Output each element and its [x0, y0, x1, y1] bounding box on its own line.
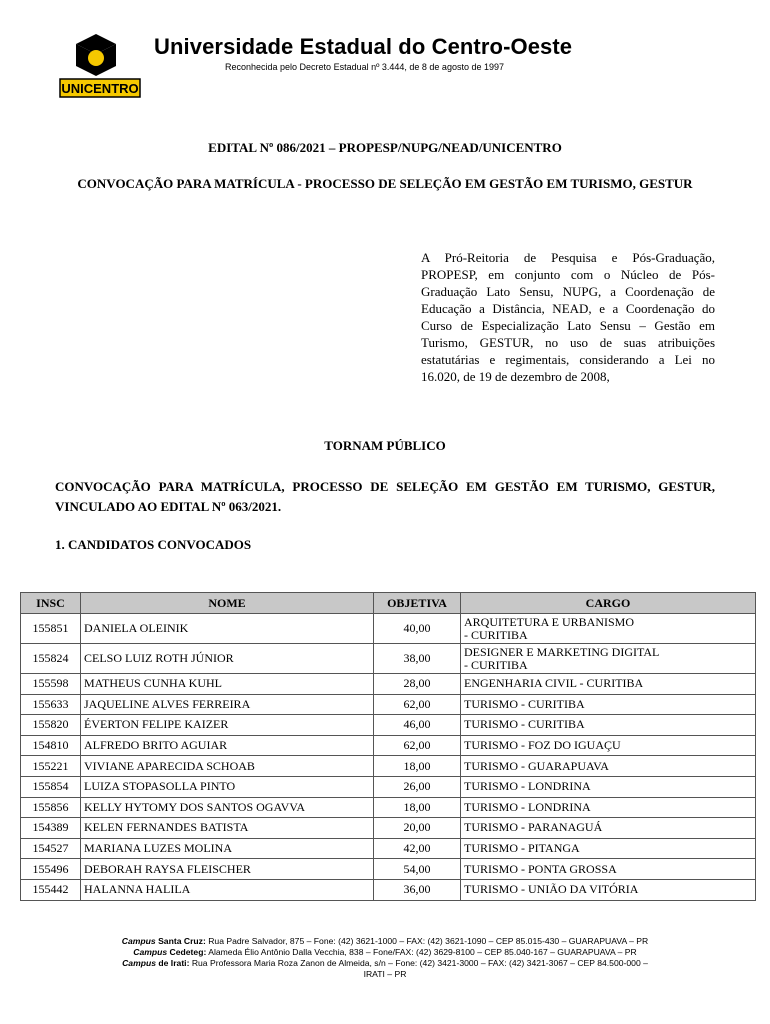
cell-objetiva: 28,00 [374, 674, 461, 695]
cell-cargo: TURISMO - LONDRINA [461, 776, 756, 797]
cell-insc: 155851 [21, 614, 81, 644]
header-objetiva: OBJETIVA [374, 593, 461, 614]
cell-objetiva: 20,00 [374, 818, 461, 839]
cell-objetiva: 62,00 [374, 694, 461, 715]
cell-insc: 154389 [21, 818, 81, 839]
cell-objetiva: 26,00 [374, 776, 461, 797]
cargo-line: ARQUITETURA E URBANISMO [464, 614, 635, 629]
table-row [21, 797, 756, 818]
cell-insc: 155598 [21, 674, 81, 695]
cell-nome: VIVIANE APARECIDA SCHOAB [81, 756, 374, 777]
table-row [21, 614, 756, 644]
cell-nome: DANIELA OLEINIK [81, 614, 374, 644]
tornam-publico-heading: TORNAM PÚBLICO [324, 438, 446, 453]
footer-line: IRATI – PR [363, 969, 407, 979]
cell-insc: 155496 [21, 859, 81, 880]
table-row [21, 818, 756, 839]
cell-insc: 154527 [21, 838, 81, 859]
cell-insc: 155633 [21, 694, 81, 715]
cell-nome: ÉVERTON FELIPE KAIZER [81, 715, 374, 736]
cell-insc: 155442 [21, 879, 81, 900]
table-row [21, 776, 756, 797]
footer-line [0, 947, 770, 958]
table-row [21, 879, 756, 900]
convocacao-statement: CONVOCAÇÃO PARA MATRÍCULA, PROCESSO DE SELEÇÃO EM GESTÃO EM TURISMO, GESTUR, VINCULADO AO EDITAL Nº 063/2021. [55, 479, 715, 514]
cell-nome: KELEN FERNANDES BATISTA [81, 818, 374, 839]
cell-cargo: TURISMO - GUARAPUAVA [461, 756, 756, 777]
cell-nome: LUIZA STOPASOLLA PINTO [81, 776, 374, 797]
table-row [21, 644, 756, 674]
footer-campus-label: Campus [121, 936, 156, 946]
header-insc: INSC [21, 593, 81, 614]
footer-campus-name: de Irati: [156, 958, 190, 968]
cell-cargo: TURISMO - CURITIBA [461, 694, 756, 715]
cell-cargo: TURISMO - FOZ DO IGUAÇU [461, 735, 756, 756]
cell-nome: KELLY HYTOMY DOS SANTOS OGAVVA [81, 797, 374, 818]
cell-cargo: TURISMO - PARANAGUÁ [461, 818, 756, 839]
footer-address: Rua Padre Salvador, 875 – Fone: (42) 3621-1000 – FAX: (42) 3621-1090 – CEP 85.015-430 – GUARAPUAVA – PR [205, 936, 649, 946]
cell-cargo [461, 644, 756, 674]
table-row [21, 694, 756, 715]
footer-campus-name: Santa Cruz: [155, 936, 206, 946]
cell-insc: 155824 [21, 644, 81, 674]
institution-subtitle: Reconhecida pelo Decreto Estadual nº 3.444, de 8 de agosto de 1997 [225, 62, 504, 72]
cell-objetiva: 18,00 [374, 797, 461, 818]
cell-nome: DEBORAH RAYSA FLEISCHER [81, 859, 374, 880]
table-row [21, 735, 756, 756]
table-row [21, 859, 756, 880]
table-row [21, 674, 756, 695]
cell-cargo [461, 614, 756, 644]
unicentro-logo [58, 32, 142, 100]
cell-insc: 155856 [21, 797, 81, 818]
table-row [21, 838, 756, 859]
footer-line [0, 936, 770, 947]
page-footer [0, 936, 770, 980]
cell-nome: ALFREDO BRITO AGUIAR [81, 735, 374, 756]
cell-cargo: TURISMO - UNIÃO DA VITÓRIA [461, 879, 756, 900]
cell-insc: 155854 [21, 776, 81, 797]
cell-cargo: TURISMO - LONDRINA [461, 797, 756, 818]
table-row [21, 756, 756, 777]
cargo-line: - CURITIBA [464, 627, 528, 642]
section-title: 1. CANDIDATOS CONVOCADOS [55, 537, 252, 552]
cargo-line: DESIGNER E MARKETING DIGITAL [464, 644, 660, 659]
institution-name: Universidade Estadual do Centro-Oeste [154, 34, 573, 59]
header-nome: NOME [81, 593, 374, 614]
cell-objetiva: 36,00 [374, 879, 461, 900]
cell-objetiva: 40,00 [374, 614, 461, 644]
header-cargo: CARGO [461, 593, 756, 614]
cell-objetiva: 18,00 [374, 756, 461, 777]
cell-objetiva: 62,00 [374, 735, 461, 756]
footer-campus-name: Cedeteg: [167, 947, 207, 957]
cargo-line: - CURITIBA [464, 657, 528, 672]
table-row [21, 715, 756, 736]
cell-cargo: TURISMO - PONTA GROSSA [461, 859, 756, 880]
cell-cargo: TURISMO - CURITIBA [461, 715, 756, 736]
footer-address: Rua Professora Maria Roza Zanon de Almeida, s/n – Fone: (42) 3421-3000 – FAX: (42) 3421-3067 – CEP 84.500-000 – [189, 958, 648, 968]
candidates-table [20, 592, 756, 901]
cell-nome: CELSO LUIZ ROTH JÚNIOR [81, 644, 374, 674]
cell-cargo: TURISMO - PITANGA [461, 838, 756, 859]
cell-nome: HALANNA HALILA [81, 879, 374, 900]
cell-insc: 155820 [21, 715, 81, 736]
cell-objetiva: 54,00 [374, 859, 461, 880]
logo-text: UNICENTRO [61, 81, 139, 96]
cell-objetiva: 42,00 [374, 838, 461, 859]
cell-objetiva: 38,00 [374, 644, 461, 674]
cell-nome: MARIANA LUZES MOLINA [81, 838, 374, 859]
cell-nome: MATHEUS CUNHA KUHL [81, 674, 374, 695]
cell-objetiva: 46,00 [374, 715, 461, 736]
footer-campus-label: Campus [133, 947, 168, 957]
table-header-row [21, 593, 756, 614]
preamble-paragraph: A Pró-Reitoria de Pesquisa e Pós-Graduação, PROPESP, em conjunto com o Núcleo de Pós-Graduação Lato Sensu, NUPG, a Coordenação de Educação a Distância, NEAD, e a Coordenação do Curso de Especialização Lato Sensu – Gestão em Turismo, GESTUR, no uso de suas atribuições estatutárias e regimentais, considerando a Lei no 16.020, de 19 de dezembro de 2008, [421, 250, 715, 384]
edital-title: EDITAL Nº 086/2021 – PROPESP/NUPG/NEAD/UNICENTRO [208, 140, 562, 155]
footer-address: Alameda Élio Antônio Dalla Vecchia, 838 – Fone/FAX: (42) 3629-8100 – CEP 85.040-167 – GUARAPUAVA – PR [206, 947, 637, 957]
convocacao-title: CONVOCAÇÃO PARA MATRÍCULA - PROCESSO DE SELEÇÃO EM GESTÃO EM TURISMO, GESTUR [77, 176, 693, 191]
cell-insc: 155221 [21, 756, 81, 777]
cell-nome: JAQUELINE ALVES FERREIRA [81, 694, 374, 715]
footer-line [0, 958, 770, 969]
footer-campus-label: Campus [122, 958, 156, 968]
cell-insc: 154810 [21, 735, 81, 756]
page-header [0, 0, 770, 110]
cell-cargo: ENGENHARIA CIVIL - CURITIBA [461, 674, 756, 695]
